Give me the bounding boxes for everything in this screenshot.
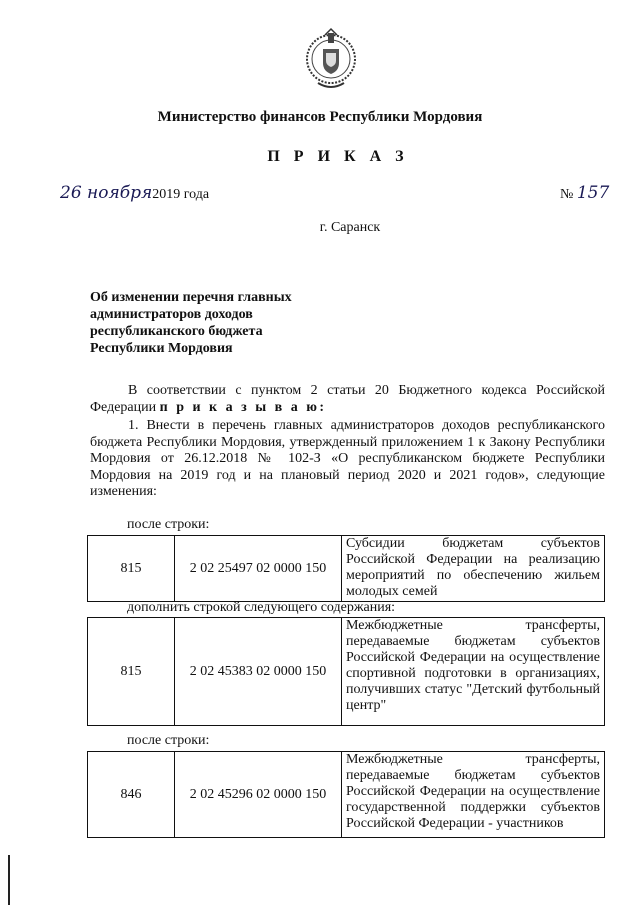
handwritten-number: 157 (576, 183, 610, 203)
revenue-code-cell: 2 02 45383 02 0000 150 (175, 618, 342, 726)
table-row (88, 536, 605, 602)
revenue-name-cell: Межбюджетные трансферты, передаваемые бюджетам субъектов Российской Федерации на осуществление спортивной подготовки в организациях, получивших статус "Детский футбольный центр" (342, 618, 605, 726)
paragraph-basis (90, 383, 605, 416)
revenue-name-cell: Межбюджетные трансферты, передаваемые бюджетам субъектов Российской Федерации на осуществление государственной поддержки субъектов Российской Федерации - участников (342, 752, 605, 838)
ministry-name: Министерство финансов Республики Мордовия (157, 109, 483, 125)
basis-text: В соответствии с пунктом 2 статьи 20 Бюджетного кодекса Российской Федерации (90, 383, 605, 415)
order-title: П Р И К А З (267, 148, 409, 165)
subject-line: республиканского бюджета (90, 324, 263, 339)
table-row (88, 752, 605, 838)
admin-code-cell: 815 (88, 618, 175, 726)
order-subject (90, 289, 330, 357)
handwritten-date: 26 ноября (60, 183, 153, 203)
revenue-code-cell: 2 02 45296 02 0000 150 (175, 752, 342, 838)
subject-line: Республики Мордовия (90, 341, 233, 356)
section-label: после строки: (127, 517, 210, 532)
scan-edge-mark (8, 855, 10, 905)
revenue-name-cell: Субсидии бюджетам субъектов Российской Федерации на реализацию мероприятий по обеспечению жильем молодых семей (342, 536, 605, 602)
revenue-table (87, 751, 605, 838)
admin-code-cell: 815 (88, 536, 175, 602)
table-row (88, 618, 605, 726)
paragraph-item-1: 1. Внести в перечень главных администраторов доходов республиканского бюджета Республики Мордовия, утвержденный приложением 1 к Закону Республики Мордовия от 26.12.2018 № 102-З «О республиканском бюджете Республики Мордовия на 2019 год и на плановый период 2020 и 2021 годов», следующие изменения: (90, 418, 605, 499)
revenue-table (87, 617, 605, 726)
subject-line: администраторов доходов (90, 307, 253, 322)
printed-year: 2019 года (152, 187, 210, 202)
section-label: дополнить строкой следующего содержания: (127, 600, 396, 615)
number-prefix: № (560, 187, 574, 202)
section-label: после строки: (127, 733, 210, 748)
order-number (560, 183, 609, 203)
subject-line: Об изменении перечня главных (90, 290, 292, 305)
order-verb: п р и к а з ы в а ю: (159, 399, 327, 415)
order-date (60, 183, 209, 203)
revenue-table (87, 535, 605, 602)
admin-code-cell: 846 (88, 752, 175, 838)
revenue-code-cell: 2 02 25497 02 0000 150 (175, 536, 342, 602)
city: г. Саранск (319, 220, 381, 235)
coat-of-arms-emblem (304, 25, 358, 91)
